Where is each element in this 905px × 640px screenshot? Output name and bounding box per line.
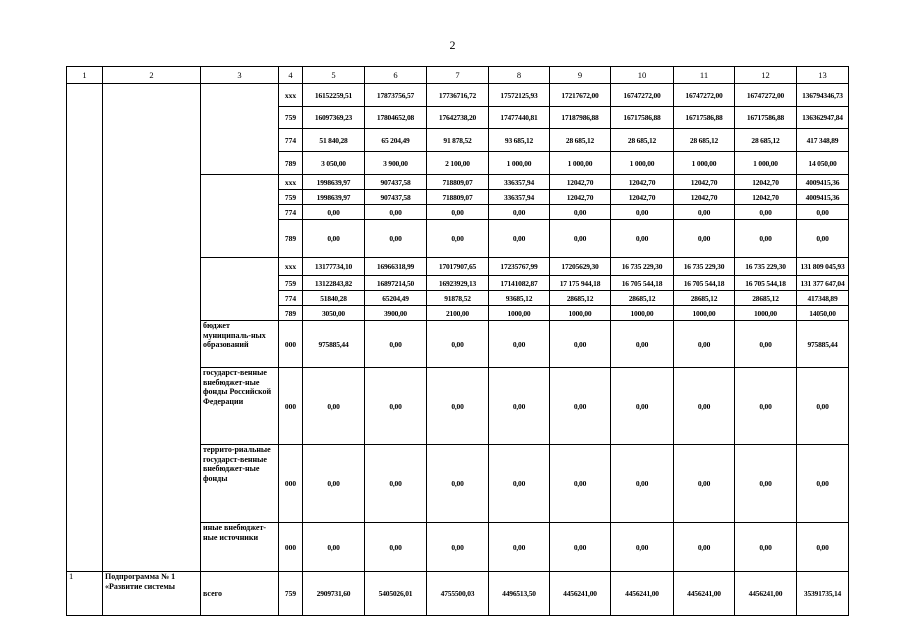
funding-source-label [201,258,279,321]
value-cell: 0,00 [303,368,365,445]
total-cell: 35391735,14 [797,572,849,616]
value-cell: 0,00 [303,445,365,523]
total-cell: 131 809 045,93 [797,258,849,276]
value-cell: 51 840,28 [303,129,365,152]
value-cell: 16747272,00 [611,84,674,107]
value-cell: 0,00 [674,445,735,523]
value-cell: 1000,00 [550,306,611,321]
value-cell: 4496513,50 [489,572,550,616]
value-cell: 0,00 [674,368,735,445]
value-cell: 0,00 [611,368,674,445]
value-cell: 0,00 [489,523,550,572]
value-cell: 4456241,00 [611,572,674,616]
value-cell: 91878,52 [427,291,489,306]
budget-code: 774 [279,291,303,306]
total-cell: 131 377 647,04 [797,276,849,291]
value-cell: 93685,12 [489,291,550,306]
value-cell: 0,00 [674,321,735,368]
program-name [103,84,201,572]
total-cell: 4009415,36 [797,190,849,205]
column-header: 9 [550,67,611,84]
column-header: 13 [797,67,849,84]
value-cell: 907437,58 [365,190,427,205]
value-cell: 2100,00 [427,306,489,321]
value-cell: 1000,00 [611,306,674,321]
budget-code: 774 [279,205,303,220]
value-cell: 12042,70 [550,190,611,205]
total-cell: 4009415,36 [797,175,849,190]
value-cell: 17736716,72 [427,84,489,107]
total-cell: 136794346,73 [797,84,849,107]
header-row [67,67,849,84]
value-cell: 16 705 544,18 [735,276,797,291]
value-cell: 0,00 [427,523,489,572]
value-cell: 28 685,12 [674,129,735,152]
value-cell: 1000,00 [674,306,735,321]
value-cell: 12042,70 [735,175,797,190]
budget-code: 759 [279,107,303,129]
value-cell: 1 000,00 [550,152,611,175]
value-cell: 1 000,00 [611,152,674,175]
value-cell: 336357,94 [489,175,550,190]
value-cell: 0,00 [674,205,735,220]
value-cell: 28685,12 [674,291,735,306]
column-header: 1 [67,67,103,84]
subprogram-row [67,572,849,616]
value-cell: 17017907,65 [427,258,489,276]
funding-source-label: всего [201,572,279,616]
column-header: 7 [427,67,489,84]
value-cell: 12042,70 [674,190,735,205]
value-cell: 975885,44 [303,321,365,368]
total-cell: 975885,44 [797,321,849,368]
value-cell: 17217672,00 [550,84,611,107]
column-header: 8 [489,67,550,84]
budget-code: 000 [279,523,303,572]
value-cell: 0,00 [427,368,489,445]
value-cell: 0,00 [611,445,674,523]
total-cell: 417 348,89 [797,129,849,152]
value-cell: 0,00 [365,445,427,523]
value-cell: 3 900,00 [365,152,427,175]
value-cell: 1 000,00 [489,152,550,175]
value-cell: 28685,12 [735,291,797,306]
budget-code: 759 [279,276,303,291]
value-cell: 17141082,87 [489,276,550,291]
column-header: 12 [735,67,797,84]
value-cell: 17 175 944,18 [550,276,611,291]
value-cell: 16747272,00 [735,84,797,107]
value-cell: 0,00 [550,205,611,220]
value-cell: 3 050,00 [303,152,365,175]
value-cell: 16 705 544,18 [611,276,674,291]
total-cell: 14050,00 [797,306,849,321]
value-cell: 0,00 [365,220,427,258]
funding-source-label: террито-риальные государст-венные внебюджет-ные фонды [201,445,279,523]
subprogram-name: Подпрограмма № 1 «Развитие системы [103,572,201,616]
value-cell: 0,00 [550,445,611,523]
funding-source-label: государст-венные внебюджет-ные фонды Российской Федерации [201,368,279,445]
row-number-cell [67,84,103,572]
value-cell: 336357,94 [489,190,550,205]
value-cell: 17235767,99 [489,258,550,276]
budget-code: xxx [279,84,303,107]
budget-code: 789 [279,306,303,321]
value-cell: 28 685,12 [611,129,674,152]
value-cell: 65 204,49 [365,129,427,152]
table-row [67,84,849,107]
value-cell: 0,00 [489,321,550,368]
value-cell: 12042,70 [611,190,674,205]
value-cell: 0,00 [427,321,489,368]
value-cell: 28 685,12 [735,129,797,152]
budget-code: 789 [279,152,303,175]
value-cell: 0,00 [550,321,611,368]
value-cell: 718809,07 [427,175,489,190]
value-cell: 1000,00 [489,306,550,321]
funding-source-label [201,175,279,258]
value-cell: 0,00 [365,321,427,368]
value-cell: 65204,49 [365,291,427,306]
value-cell: 0,00 [303,205,365,220]
value-cell: 16717586,88 [611,107,674,129]
value-cell: 17477440,81 [489,107,550,129]
total-cell: 136362947,84 [797,107,849,129]
value-cell: 0,00 [550,220,611,258]
value-cell: 0,00 [611,220,674,258]
column-header: 5 [303,67,365,84]
value-cell: 0,00 [550,523,611,572]
value-cell: 91 878,52 [427,129,489,152]
value-cell: 0,00 [611,321,674,368]
budget-code: 000 [279,321,303,368]
value-cell: 0,00 [611,523,674,572]
total-cell: 0,00 [797,368,849,445]
value-cell: 28685,12 [550,291,611,306]
value-cell: 17804652,08 [365,107,427,129]
value-cell: 12042,70 [550,175,611,190]
value-cell: 4755500,03 [427,572,489,616]
total-cell: 0,00 [797,445,849,523]
total-cell: 0,00 [797,220,849,258]
value-cell: 13122843,82 [303,276,365,291]
value-cell: 4456241,00 [550,572,611,616]
value-cell: 2 100,00 [427,152,489,175]
budget-code: xxx [279,175,303,190]
value-cell: 16923929,13 [427,276,489,291]
value-cell: 16897214,50 [365,276,427,291]
column-header: 10 [611,67,674,84]
value-cell: 0,00 [365,523,427,572]
value-cell: 0,00 [427,220,489,258]
funding-source-label [201,84,279,175]
value-cell: 0,00 [365,205,427,220]
value-cell: 0,00 [735,368,797,445]
value-cell: 12042,70 [611,175,674,190]
value-cell: 17642738,20 [427,107,489,129]
budget-code: 789 [279,220,303,258]
value-cell: 0,00 [303,220,365,258]
value-cell: 718809,07 [427,190,489,205]
value-cell: 1998639,97 [303,175,365,190]
value-cell: 16717586,88 [674,107,735,129]
budget-code: xxx [279,258,303,276]
value-cell: 0,00 [365,368,427,445]
value-cell: 0,00 [735,220,797,258]
value-cell: 16717586,88 [735,107,797,129]
value-cell: 0,00 [735,205,797,220]
budget-table [66,66,849,616]
column-header: 4 [279,67,303,84]
value-cell: 16 735 229,30 [611,258,674,276]
value-cell: 17873756,57 [365,84,427,107]
value-cell: 28685,12 [611,291,674,306]
column-header: 3 [201,67,279,84]
budget-code: 759 [279,190,303,205]
value-cell: 0,00 [550,368,611,445]
total-cell: 0,00 [797,523,849,572]
page-number: 2 [449,38,456,52]
value-cell: 17187986,88 [550,107,611,129]
value-cell: 0,00 [735,321,797,368]
subprogram-number: 1 [67,572,103,616]
value-cell: 0,00 [735,445,797,523]
value-cell: 0,00 [674,220,735,258]
value-cell: 0,00 [489,445,550,523]
value-cell: 907437,58 [365,175,427,190]
value-cell: 16 705 544,18 [674,276,735,291]
funding-source-label: иные внебюджет-ные источники [201,523,279,572]
value-cell: 16 735 229,30 [674,258,735,276]
value-cell: 0,00 [489,205,550,220]
budget-code: 000 [279,445,303,523]
value-cell: 51840,28 [303,291,365,306]
value-cell: 0,00 [489,368,550,445]
value-cell: 17205629,30 [550,258,611,276]
column-header: 6 [365,67,427,84]
value-cell: 16097369,23 [303,107,365,129]
value-cell: 16152259,51 [303,84,365,107]
budget-code: 759 [279,572,303,616]
value-cell: 12042,70 [735,190,797,205]
value-cell: 17572125,93 [489,84,550,107]
total-cell: 417348,89 [797,291,849,306]
value-cell: 16966318,99 [365,258,427,276]
column-header: 11 [674,67,735,84]
value-cell: 3900,00 [365,306,427,321]
value-cell: 1 000,00 [735,152,797,175]
value-cell: 0,00 [303,523,365,572]
value-cell: 0,00 [674,523,735,572]
total-cell: 0,00 [797,205,849,220]
value-cell: 93 685,12 [489,129,550,152]
value-cell: 3050,00 [303,306,365,321]
value-cell: 16747272,00 [674,84,735,107]
value-cell: 1000,00 [735,306,797,321]
value-cell: 0,00 [489,220,550,258]
value-cell: 1 000,00 [674,152,735,175]
value-cell: 28 685,12 [550,129,611,152]
value-cell: 0,00 [735,523,797,572]
value-cell: 5405026,01 [365,572,427,616]
budget-code: 000 [279,368,303,445]
value-cell: 4456241,00 [735,572,797,616]
value-cell: 4456241,00 [674,572,735,616]
value-cell: 13177734,10 [303,258,365,276]
value-cell: 1998639,97 [303,190,365,205]
funding-source-label: бюджет муниципаль-ных образований [201,321,279,368]
value-cell: 12042,70 [674,175,735,190]
value-cell: 2909731,60 [303,572,365,616]
value-cell: 0,00 [611,205,674,220]
total-cell: 14 050,00 [797,152,849,175]
budget-code: 774 [279,129,303,152]
value-cell: 0,00 [427,445,489,523]
value-cell: 0,00 [427,205,489,220]
column-header: 2 [103,67,201,84]
value-cell: 16 735 229,30 [735,258,797,276]
